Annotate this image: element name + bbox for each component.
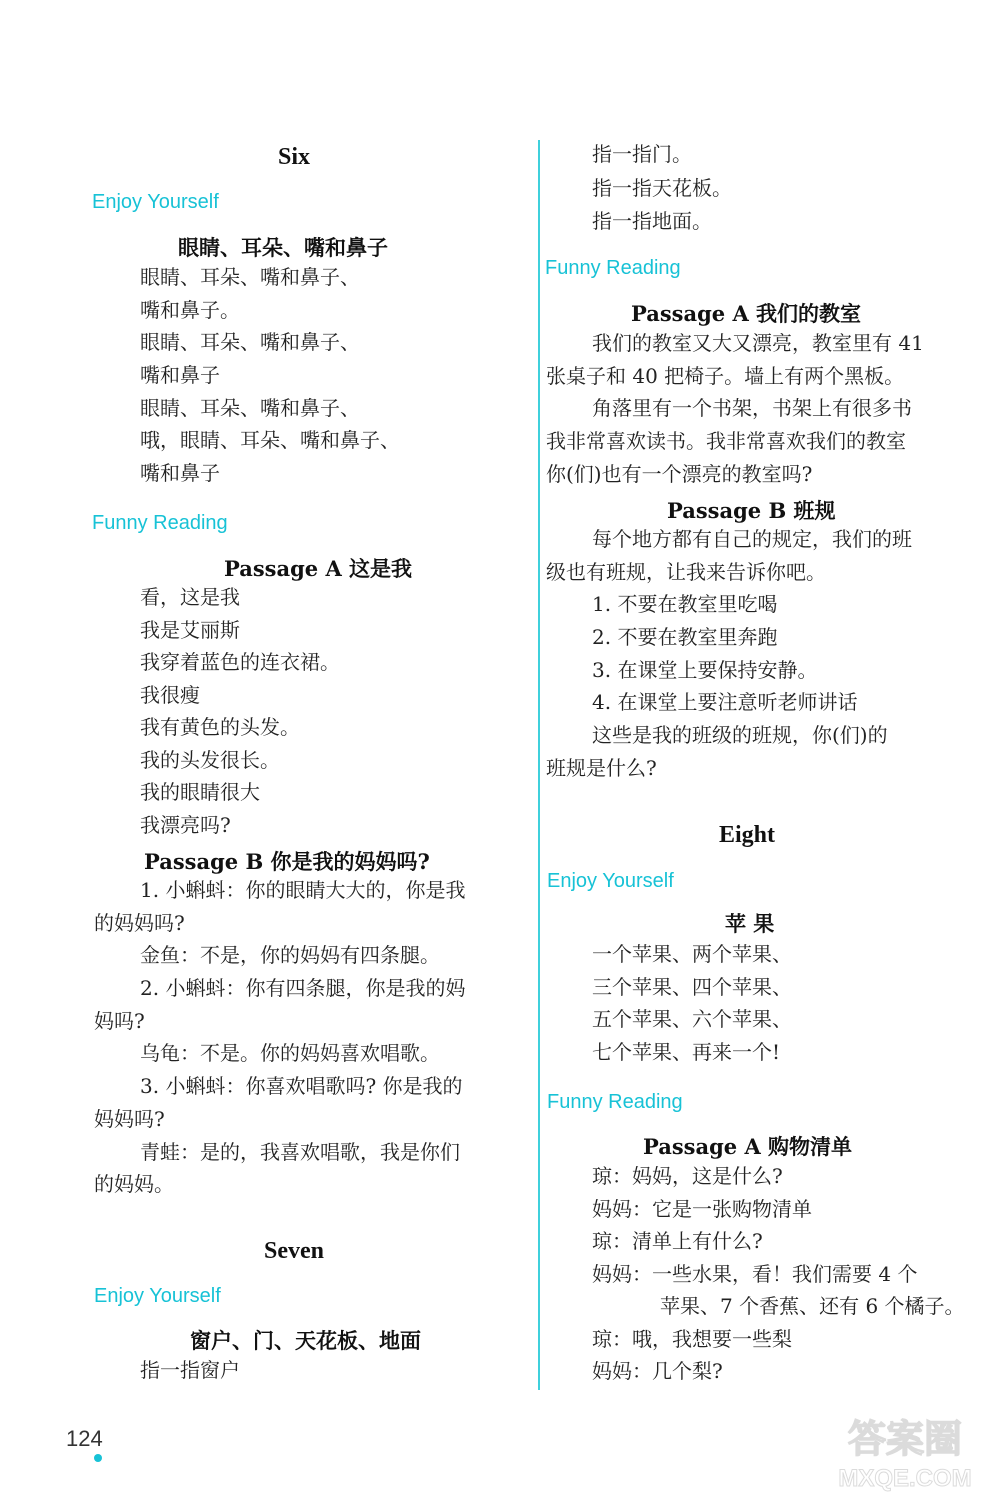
poem-line: 嘴和鼻子 bbox=[140, 461, 220, 486]
passage-line: 张桌子和 40 把椅子。墙上有两个黑板。 bbox=[546, 363, 905, 388]
passage-a-body bbox=[545, 329, 924, 492]
passage-line: 这些是我的班级的班规，你(们)的 bbox=[592, 723, 888, 748]
poem-body bbox=[140, 263, 400, 492]
page-number: 124 bbox=[66, 1426, 103, 1451]
passage-line: 1. 不要在教室里吃喝 bbox=[592, 592, 778, 617]
passage-line: 妈妈吗? bbox=[94, 1106, 165, 1131]
passage-b-body bbox=[545, 525, 912, 787]
poem-line: 哦，眼睛、耳朵、嘴和鼻子、 bbox=[140, 428, 400, 453]
passage-a-body bbox=[140, 583, 340, 843]
poem-line: 嘴和鼻子 bbox=[140, 363, 220, 388]
passage-b-title: Passage B 你是我的妈妈吗? bbox=[144, 849, 430, 874]
passage-line: 我很瘦 bbox=[140, 682, 200, 707]
passage-line: 我们的教室又大又漂亮，教室里有 41 bbox=[592, 331, 924, 355]
page-marker-dot bbox=[94, 1454, 102, 1462]
passage-line: 的妈妈吗? bbox=[94, 910, 185, 935]
passage-line: 乌龟：不是。你的妈妈喜欢唱歌。 bbox=[140, 1041, 440, 1066]
watermark-title: 答案圈 bbox=[847, 1417, 963, 1461]
passage-line: 2. 不要在教室里奔跑 bbox=[592, 625, 778, 650]
poem-line: 七个苹果、再来一个! bbox=[592, 1040, 781, 1065]
poem-line: 眼睛、耳朵、嘴和鼻子、 bbox=[140, 265, 360, 289]
poem-line: 眼睛、耳朵、嘴和鼻子、 bbox=[140, 330, 360, 355]
column-divider bbox=[538, 140, 540, 1390]
passage-line: 1. 小蝌蚪：你的眼睛大大的，你是我 bbox=[140, 878, 466, 902]
poem-title: 窗户、门、天花板、地面 bbox=[190, 1328, 421, 1353]
poem-continued bbox=[592, 140, 732, 241]
unit-six-heading: Six bbox=[278, 144, 311, 170]
poem-body bbox=[592, 940, 792, 1071]
passage-line: 妈吗? bbox=[94, 1008, 145, 1033]
poem-title: 苹 果 bbox=[725, 911, 775, 936]
passage-line: 角落里有一个书架，书架上有很多书 bbox=[592, 396, 912, 421]
passage-line: 你(们)也有一个漂亮的教室吗? bbox=[546, 461, 813, 486]
passage-line: 3. 在课堂上要保持安静。 bbox=[592, 657, 818, 682]
passage-line: 我是艾丽斯 bbox=[140, 617, 240, 642]
passage-line: 琼：妈妈，这是什么? bbox=[592, 1164, 783, 1188]
poem-line: 嘴和鼻子。 bbox=[140, 297, 240, 322]
passage-line: 妈妈：它是一张购物清单 bbox=[592, 1196, 812, 1221]
poem-line: 指一指天花板。 bbox=[592, 175, 732, 200]
poem-line: 眼睛、耳朵、嘴和鼻子、 bbox=[140, 395, 360, 420]
funny-reading-label: Funny Reading bbox=[547, 1091, 683, 1113]
passage-line: 金鱼：不是，你的妈妈有四条腿。 bbox=[140, 943, 440, 968]
passage-a-title: Passage A 购物清单 bbox=[643, 1134, 853, 1159]
passage-a-title: Passage A 我们的教室 bbox=[631, 301, 862, 326]
watermark-url: MXQE.COM bbox=[838, 1465, 972, 1492]
passage-line: 级也有班规，让我来告诉你吧。 bbox=[546, 559, 826, 584]
unit-seven-heading: Seven bbox=[264, 1238, 324, 1264]
passage-line: 3. 小蝌蚪：你喜欢唱歌吗? 你是我的 bbox=[140, 1074, 463, 1099]
passage-line: 的妈妈。 bbox=[94, 1172, 174, 1197]
passage-a-body bbox=[545, 1162, 965, 1390]
enjoy-yourself-label: Enjoy Yourself bbox=[94, 1285, 221, 1307]
funny-reading-label: Funny Reading bbox=[92, 512, 228, 534]
passage-line: 看，这是我 bbox=[140, 585, 240, 609]
passage-line: 我非常喜欢读书。我非常喜欢我们的教室 bbox=[546, 429, 906, 454]
passage-a-title: Passage A 这是我 bbox=[224, 556, 413, 581]
enjoy-yourself-label: Enjoy Yourself bbox=[547, 870, 674, 892]
passage-line: 琼：哦，我想要一些梨 bbox=[592, 1326, 792, 1351]
passage-line: 我的眼睛很大 bbox=[140, 780, 260, 804]
poem-line: 一个苹果、两个苹果、 bbox=[592, 942, 792, 966]
passage-line: 我的头发很长。 bbox=[140, 747, 280, 772]
passage-line: 妈妈：几个梨? bbox=[592, 1359, 723, 1383]
passage-line: 琼：清单上有什么? bbox=[592, 1229, 763, 1253]
poem-title: 眼睛、耳朵、嘴和鼻子 bbox=[178, 235, 388, 260]
watermark-logo bbox=[820, 1408, 990, 1492]
unit-eight-heading: Eight bbox=[719, 822, 776, 848]
poem-line: 指一指门。 bbox=[592, 142, 692, 166]
passage-line: 4. 在课堂上要注意听老师讲话 bbox=[592, 690, 858, 715]
passage-line: 我漂亮吗? bbox=[140, 812, 231, 837]
passage-line: 苹果、7 个香蕉、还有 6 个橘子。 bbox=[660, 1294, 965, 1318]
passage-line: 班规是什么? bbox=[546, 755, 657, 780]
passage-line: 妈妈：一些水果，看！我们需要 4 个 bbox=[592, 1261, 918, 1286]
poem-line: 三个苹果、四个苹果、 bbox=[592, 974, 792, 999]
passage-b-title: Passage B 班规 bbox=[667, 498, 836, 523]
passage-b-body bbox=[92, 876, 465, 1203]
passage-line: 2. 小蝌蚪：你有四条腿，你是我的妈 bbox=[140, 976, 466, 1001]
enjoy-yourself-label: Enjoy Yourself bbox=[92, 191, 219, 213]
poem-line: 指一指窗户 bbox=[140, 1358, 240, 1382]
funny-reading-label: Funny Reading bbox=[545, 257, 681, 279]
passage-line: 我穿着蓝色的连衣裙。 bbox=[140, 650, 340, 674]
passage-line: 我有黄色的头发。 bbox=[140, 715, 300, 739]
poem-line: 五个苹果、六个苹果、 bbox=[592, 1007, 792, 1032]
poem-line: 指一指地面。 bbox=[592, 209, 712, 233]
passage-line: 青蛙：是的，我喜欢唱歌，我是你们 bbox=[140, 1139, 460, 1164]
passage-line: 每个地方都有自己的规定，我们的班 bbox=[592, 527, 912, 551]
